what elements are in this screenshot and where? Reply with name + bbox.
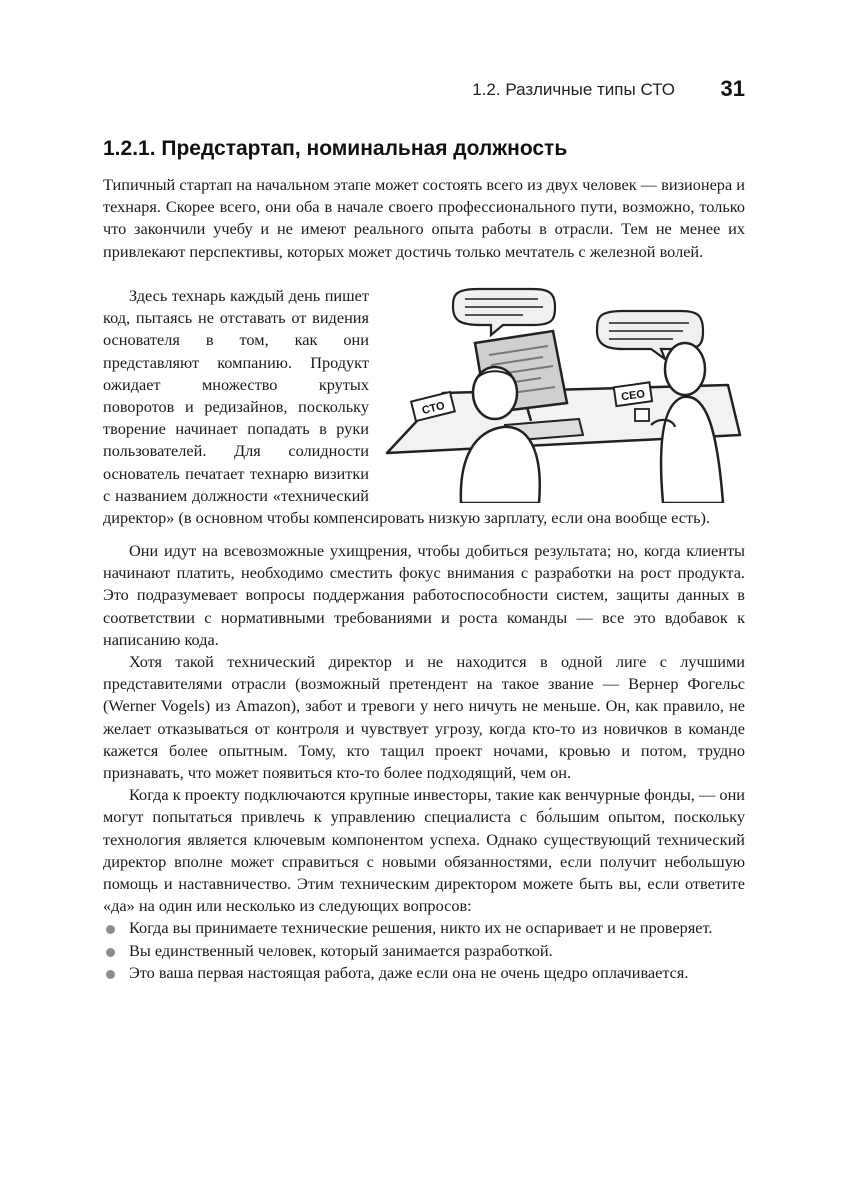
paragraph-investors: Когда к проекту подключаются крупные инвесторы, такие как венчурные фонды, — они могут попытаться привлечь к управлению специалиста с бо́льшим опытом, поскольку технология является ключевым компонентом успеха. Однако существующий технический директор вполне может справиться с новыми обязанностями, если получит небольшую помощь и наставничество. Этим техническим директором можете быть вы, если ответите «да» на один или несколько из следующих вопросов: <box>103 785 745 916</box>
illustration-cto-ceo <box>383 285 745 503</box>
ceo-head <box>665 343 705 395</box>
list-item <box>103 940 745 962</box>
list-item <box>103 962 745 984</box>
bullet-dot-icon <box>106 948 115 957</box>
illustration-drawing <box>383 285 745 503</box>
list-item-text: Когда вы принимаете технические решения, никто их не оспаривает и не проверяет. <box>129 918 713 938</box>
text-with-figure <box>103 285 745 529</box>
paragraph-technar: Здесь технарь каждый день пишет код, пытаясь не отставать от видения основателя в том, как они представляют компанию. Продукт ожидает множество крутых поворотов и редизайнов, поскольку творение начинает попадать в руки пользователей. Для солидности основатель печатает технарю визитки с названием должности «технический директор» (в основном чтобы компенсировать низкую зарплату, если она вообще есть). <box>103 286 711 528</box>
speech-bubble-left <box>453 289 555 335</box>
body-continuation <box>103 540 745 984</box>
list-item <box>103 917 745 939</box>
running-title: 1.2. Различные типы СТО <box>472 80 675 99</box>
card-cto-label: CTO <box>420 399 447 418</box>
paragraph-growth: Они идут на всевозможные ухищрения, чтобы добиться результата; но, когда клиенты начинают платить, необходимо сместить фокус внимания с разработки на рост продукта. Это подразумевает вопросы поддержания работоспособности систем, защиты данных в соответствии с нормативными требованиями и роста команды — все это вдобавок к написанию кода. <box>103 541 745 649</box>
bullet-dot-icon <box>106 970 115 979</box>
coffee-cup <box>635 409 649 421</box>
list-item-text: Вы единственный человек, который занимается разработкой. <box>129 940 553 960</box>
bullet-dot-icon <box>106 925 115 934</box>
section-title: 1.2.1. Предстартап, номинальная должность <box>103 137 568 160</box>
question-list <box>103 917 745 984</box>
page-number: 31 <box>720 76 745 101</box>
paragraph-intro: Типичный стартап на начальном этапе может состоять всего из двух человек — визионера и технаря. Скорее всего, они оба в начале своего профессионального пути, возможно, только что закончили учебу и не имеют реального опыта работы в отрасли. Тем не менее их привлекают перспективы, которых может достичь только мечтатель с железной волей. <box>103 175 745 261</box>
list-item-text: Это ваша первая настоящая работа, даже если она не очень щедро оплачивается. <box>129 962 689 982</box>
running-header <box>103 78 745 108</box>
card-ceo-label: CEO <box>620 388 646 404</box>
paragraph-league: Хотя такой технический директор и не находится в одной лиге с лучшими представителями отрасли (возможный претендент на такое звание — Вернер Фогельс (Werner Vogels) из Amazon), забот и тревоги у него ничуть не меньше. Он, как правило, не желает отказываться от контроля и чувствует угрозу, когда кто-то из новичков в команде кажется более опытным. Тому, кто тащил проект ночами, кровью и потом, трудно признавать, что может появиться кто-то более подходящий, чем он. <box>103 652 745 783</box>
card-ceo <box>614 382 652 406</box>
